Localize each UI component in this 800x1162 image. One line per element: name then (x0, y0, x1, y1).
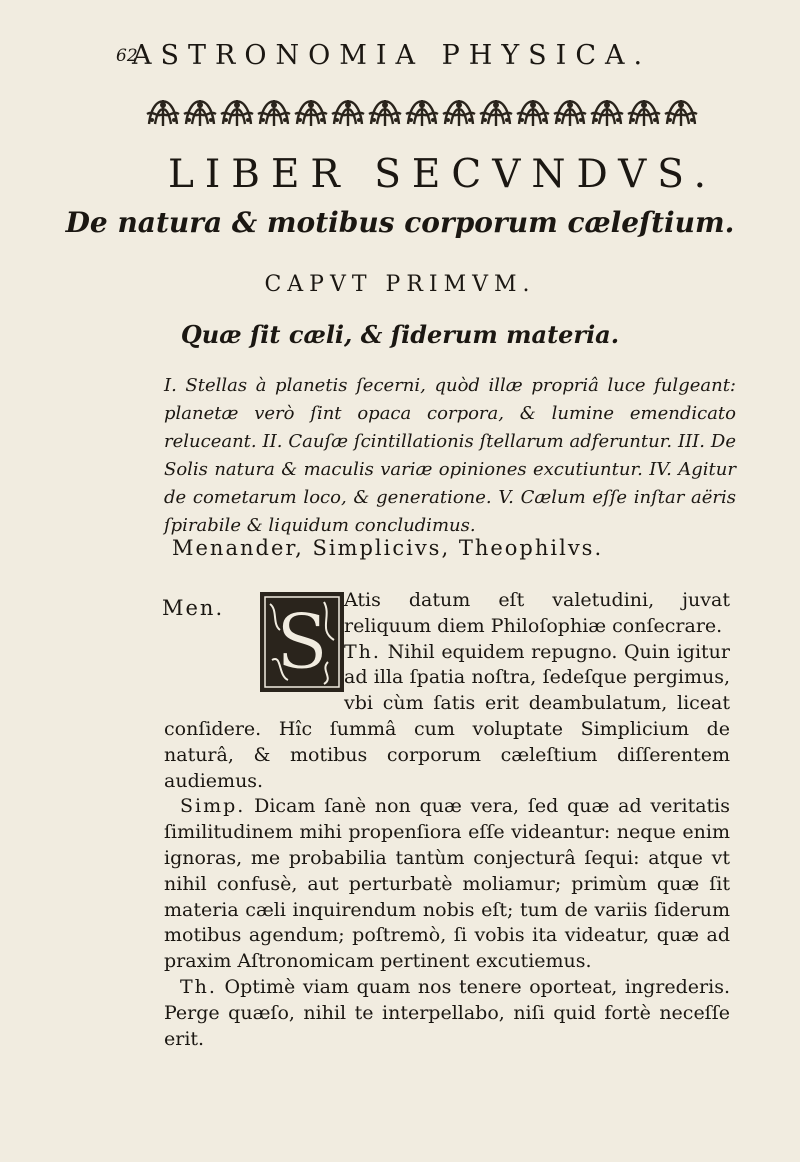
drop-cap-letter: S (275, 597, 329, 686)
ornament-band (145, 96, 700, 130)
dialogue-paragraph (164, 975, 730, 1052)
book-title: LIBER SECVNDVS. (168, 152, 717, 197)
dialogue-text-2: Dicam ſanè non quæ vera, ſed quæ ad veritatis ſimilitudinem mihi propenſiora eſſe videantur: neque enim ignoras, me probabilia tantùm conjecturâ ſequi: atque vt nihil confusè, aut perturbatè moliamur; primùm quæ ſit materia cæli inquirendum nobis eſt; tum de variis ſiderum motibus agendum; poſtremò, ſi vobis ita videatur, quæ ad praxim Aſtronomicam pertinent excutiemus. (164, 795, 730, 973)
drop-cap-ornament (258, 590, 346, 694)
book-subtitle: De natura & motibus corporum cæleſtium. (65, 206, 735, 239)
dialogue-persons: Menander, Simplicivs, Theophilvs. (172, 536, 604, 560)
chapter-heading: CAPVT PRIMVM. (264, 272, 536, 297)
chapter-summary: I. Stellas à planetis ſecerni, quòd illæ propriâ luce fulgeant: planetæ verò ſint opaca corpora, & lumine emendicato reluceant. II. Cauſæ ſcintillationis ſtellarum adferuntur. III. De Solis natura & maculis variæ opiniones excutiuntur. IV. Agitur de cometarum loco, & generatione. V. Cælum eſſe inſtar aëris ſpirabile & liquidum concludimus. (164, 375, 736, 536)
page-number: 62 (116, 46, 138, 66)
speaker-tag: Men. (162, 596, 225, 620)
dialogue-text-1: Nihil equidem repugno. Quin igitur ad illa ſpatia noſtra, ſedeſque pergimus, vbi cùm ſatis erit deambulatum, liceat conſidere. Hîc ſummâ cum voluptate Simplicium de naturâ, & motibus corporum cæleſtium diſſerentem audiemus. (164, 640, 731, 792)
drop-cap-block (162, 588, 344, 708)
dialogue-paragraph (164, 794, 730, 975)
speaker-tag: Simp. (180, 795, 246, 818)
running-title: ASTRONOMIA PHYSICA. (132, 40, 652, 71)
dialogue-text-3: Optimè viam quam nos tenere oporteat, ingrederis. Perge quæſo, nihil te interpellabo, niſi quid fortè neceſſe erit. (164, 975, 730, 1050)
dialogue-text-0: Atis datum eſt valetudini, juvat reliquum diem Philoſophiæ conſecrare. (344, 589, 730, 637)
dialogue-paragraph (164, 588, 730, 794)
speaker-tag: Th. (344, 640, 381, 663)
dialogue-text (164, 588, 730, 1052)
speaker-tag: Th. (180, 975, 217, 998)
chapter-title: Quæ ſit cæli, & ſiderum materia. (180, 320, 620, 349)
